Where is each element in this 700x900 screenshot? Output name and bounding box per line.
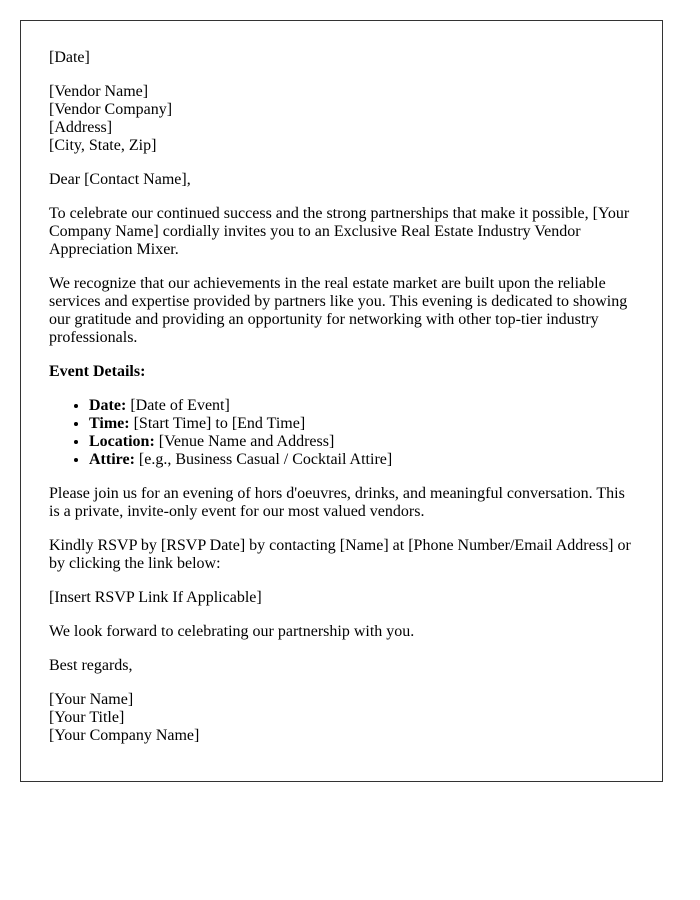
vendor-address: [Address] (49, 119, 113, 136)
detail-value: [Venue Name and Address] (154, 433, 335, 450)
event-details-heading-text: Event Details: (49, 363, 146, 380)
signoff: Best regards, (49, 657, 133, 674)
detail-label: Location: (89, 433, 155, 450)
event-details-list (49, 397, 634, 469)
letter (20, 20, 663, 782)
vendor-company: [Vendor Company] (49, 101, 173, 118)
letter-date: [Date] (49, 49, 90, 66)
salutation: Dear [Contact Name], (49, 171, 191, 188)
intro-paragraph: To celebrate our continued success and the strong partnerships that make it possible, [Your Company Name] cordially invites you to an Exclusive Real Estate Industry Vendor Appreciation Mixer. (49, 205, 630, 258)
event-location-item (89, 433, 634, 451)
recipient-address (49, 83, 634, 155)
detail-value: [Start Time] to [End Time] (129, 415, 306, 432)
detail-value: [Date of Event] (126, 397, 230, 414)
vendor-name: [Vendor Name] (49, 83, 149, 100)
event-details-heading (49, 363, 634, 381)
sender-company: [Your Company Name] (49, 727, 200, 744)
vendor-city-state-zip: [City, State, Zip] (49, 137, 157, 154)
detail-label: Date: (89, 397, 127, 414)
sender-name: [Your Name] (49, 691, 134, 708)
rsvp-link-placeholder: [Insert RSVP Link If Applicable] (49, 589, 262, 606)
rsvp-paragraph: Kindly RSVP by [RSVP Date] by contacting [Name] at [Phone Number/Email Address] or by clicking the link below: (49, 537, 631, 572)
event-time-item (89, 415, 634, 433)
event-date-item (89, 397, 634, 415)
invitation-paragraph: Please join us for an evening of hors d'oeuvres, drinks, and meaningful conversation. This is a private, invite-only event for our most valued vendors. (49, 485, 625, 520)
signature-block (49, 691, 634, 745)
sender-title: [Your Title] (49, 709, 125, 726)
detail-label: Time: (89, 415, 130, 432)
detail-label: Attire: (89, 451, 135, 468)
detail-value: [e.g., Business Casual / Cocktail Attire] (134, 451, 393, 468)
recognition-paragraph: We recognize that our achievements in the real estate market are built upon the reliable services and expertise provided by partners like you. This evening is dedicated to showing our gratitude and providing an opportunity for networking with other top-tier industry professionals. (49, 275, 628, 346)
closing-paragraph: We look forward to celebrating our partnership with you. (49, 623, 415, 640)
event-attire-item (89, 451, 634, 469)
